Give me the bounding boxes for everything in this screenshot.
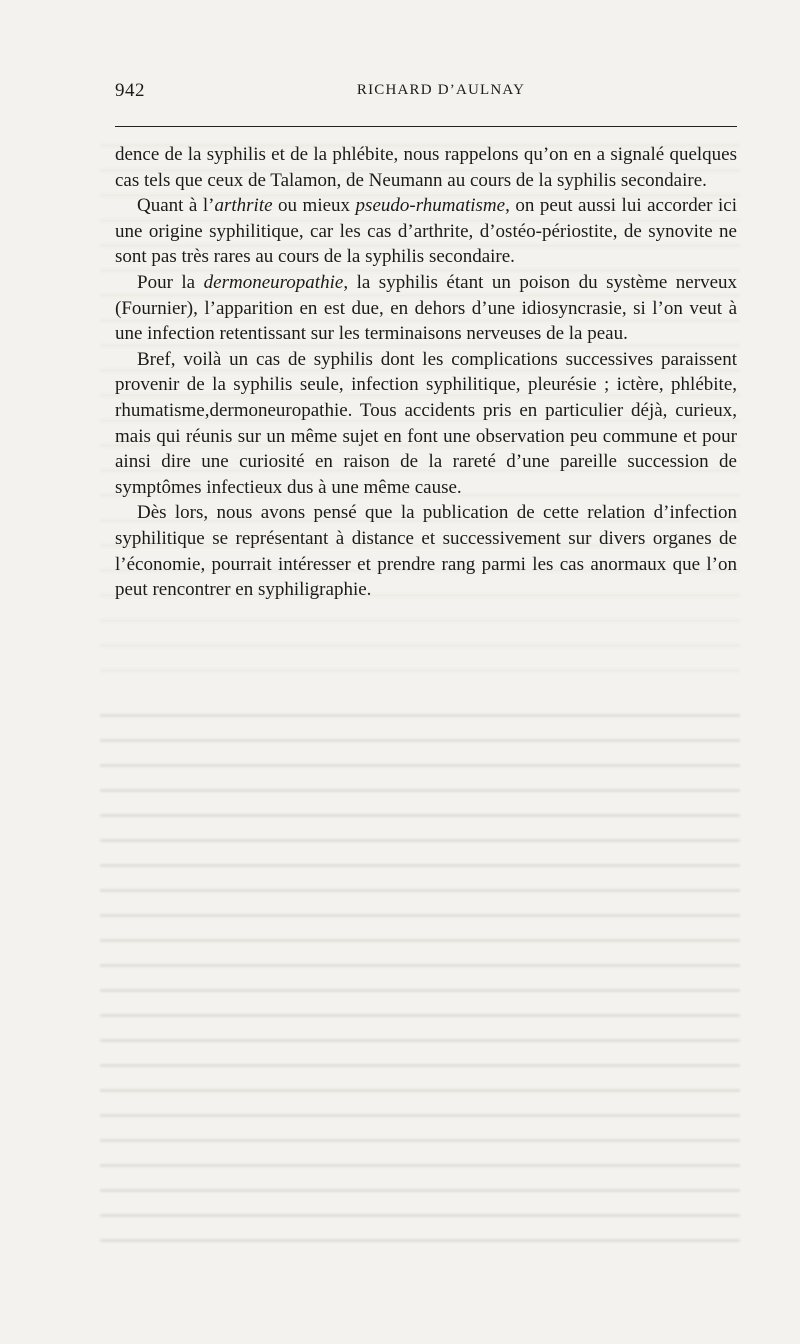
paragraph-1-text: dence de la syphilis et de la phlébite, nous rappelons qu’on en a signalé quelques cas tels que ceux de Talamon, de Neumann au cours de la syphilis secondaire. (115, 144, 737, 191)
paragraph-3 (115, 270, 737, 347)
paragraph-2-before: Quant à l’ (137, 195, 215, 217)
page-header (115, 80, 737, 110)
paragraph-4-text: Bref, voilà un cas de syphilis dont les complications successives paraissent provenir de la syphilis seule, infection syphilitique, pleurésie ; ictère, phlébite, rhumatisme,dermoneuropathie. Tous accidents pris en particulier déjà, curieux, mais qui réunis sur un même sujet en font une observation peu commune et pour ainsi dire une curiosité en raison de la rareté d’une pareille succession de symptômes infectieux dus à une même cause. (115, 348, 737, 498)
paragraph-1 (115, 142, 737, 193)
italic-term-arthrite: arthrite (214, 195, 273, 217)
paragraph-5-text: Dès lors, nous avons pensé que la publication de cette relation d’infection syphilitique se représentant à distance et successivement sur divers organes de l’économie, pourrait intéresser et prendre rang parmi les cas anormaux que l’on peut rencontrer en syphiligraphie. (115, 502, 737, 601)
italic-term-pseudo-rhumatisme: pseudo-rhumatisme (355, 195, 506, 217)
paragraph-2-after: , on peut aussi lui accorder ici une origine syphilitique, car les cas d’arthrite, d’ostéo-périostite, de synovite ne sont pas très rares au cours de la syphilis secondaire. (115, 195, 737, 268)
italic-term-dermoneuropathie: dermoneuropathie (203, 271, 344, 293)
header-rule (115, 126, 737, 127)
running-head: RICHARD D’AULNAY (356, 82, 526, 98)
paragraph-5 (115, 500, 737, 602)
reverse-page-bleed-through (100, 700, 740, 1260)
paragraph-4 (115, 347, 737, 501)
paragraph-2-middle: ou mieux (272, 195, 356, 217)
body-text (115, 142, 737, 603)
paragraph-2 (115, 193, 737, 270)
page-number: 942 (115, 80, 145, 101)
paragraph-3-after: , la syphilis étant un poison du système nerveux (Fournier), l’apparition en est due, en dehors d’une idiosyncrasie, si l’on veut à une infection retentissant sur les terminaisons nerveuses de la peau. (115, 271, 738, 345)
paragraph-3-before: Pour la (137, 271, 204, 293)
